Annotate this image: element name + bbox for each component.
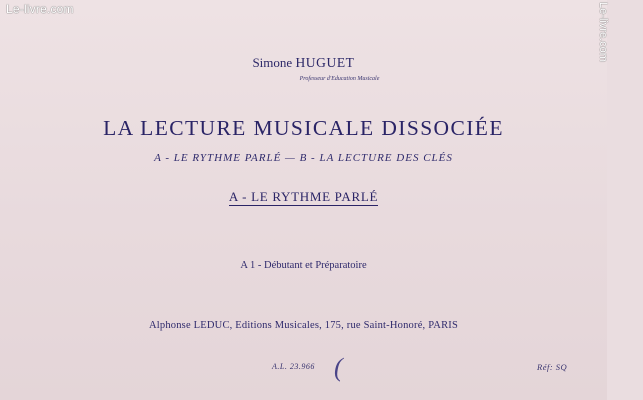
catalog-number: A.L. 23.966	[272, 362, 315, 371]
section-title	[0, 189, 607, 205]
watermark-side: Le-livre.com	[597, 2, 610, 62]
handwritten-bracket: (	[334, 353, 343, 382]
author-role: Professeur d'Education Musicale	[299, 76, 380, 82]
title-subtitle: A - LE RYTHME PARLÉ — B - LA LECTURE DES CLÉS	[154, 152, 453, 164]
author-first-name: Simone	[252, 55, 293, 70]
author-line	[0, 55, 607, 71]
watermark-top: Le-livre.com	[6, 2, 74, 16]
level-line: A 1 - Débutant et Préparatoire	[240, 260, 367, 271]
main-title: LA LECTURE MUSICALE DISSOCIÉE	[103, 116, 504, 140]
author-surname: HUGUET	[295, 55, 355, 70]
publisher-line: Alphonse LEDUC, Editions Musicales, 175, rue Saint-Honoré, PARIS	[148, 320, 459, 331]
section-title-text: A - LE RYTHME PARLÉ	[228, 189, 379, 204]
reference-code: Réf: SQ	[537, 362, 568, 372]
